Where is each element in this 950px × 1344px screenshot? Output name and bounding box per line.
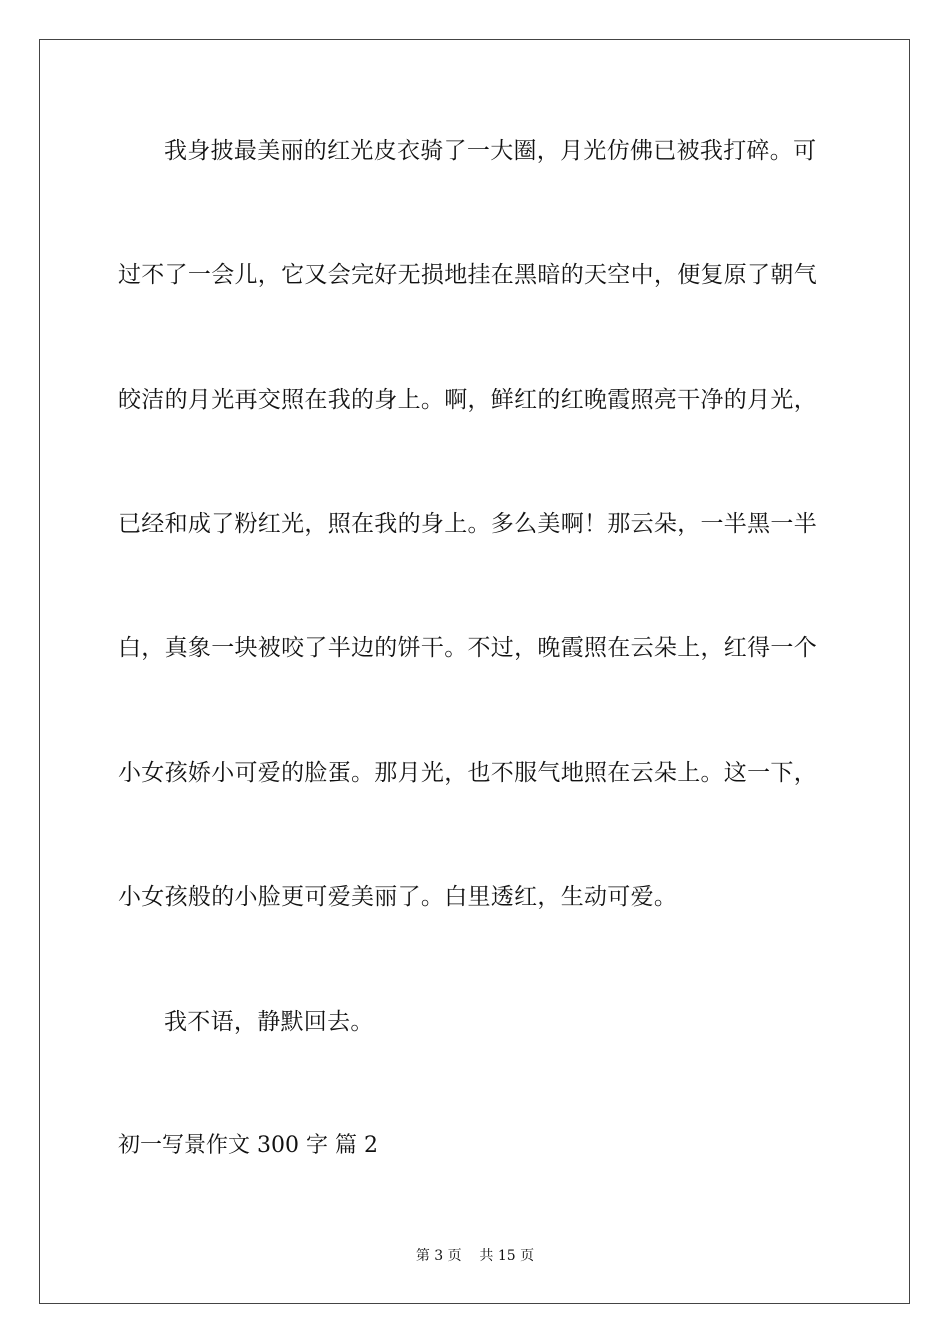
text-line-6: 小女孩娇小可爱的脸蛋。那月光，也不服气地照在云朵上。这一下， (118, 760, 817, 786)
text-line-3: 皎洁的月光再交照在我的身上。啊，鲜红的红晚霞照亮干净的月光， (118, 387, 817, 413)
text-line-1: 我身披最美丽的红光皮衣骑了一大圈，月光仿佛已被我打碎。可 (164, 138, 817, 164)
text-line-2: 过不了一会儿，它又会完好无损地挂在黑暗的天空中，便复原了朝气 (118, 262, 817, 288)
page-frame (39, 39, 910, 1304)
text-line-8: 我不语，静默回去。 (164, 1009, 374, 1035)
page-number-footer: 第 3 页 共 15 页 (415, 1248, 535, 1264)
section-heading: 初一写景作文 300 字 篇 2 (118, 1133, 378, 1158)
text-line-5: 白，真象一块被咬了半边的饼干。不过，晚霞照在云朵上，红得一个 (118, 635, 817, 661)
text-line-4: 已经和成了粉红光，照在我的身上。多么美啊！那云朵，一半黑一半 (118, 511, 817, 537)
text-line-7: 小女孩般的小脸更可爱美丽了。白里透红，生动可爱。 (118, 884, 678, 910)
